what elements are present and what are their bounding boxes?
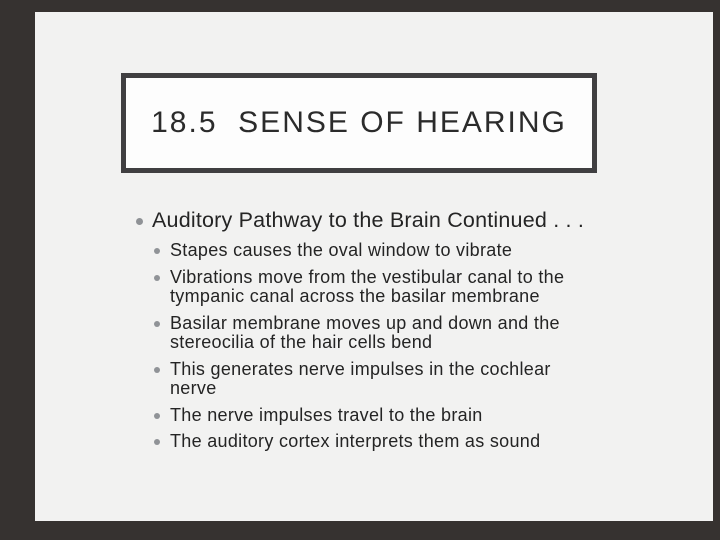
bullet-item-level2 bbox=[154, 360, 610, 399]
bullet-text-level2: Vibrations move from the vestibular canal to the tympanic canal across the basilar membrane bbox=[170, 266, 565, 306]
slide-body bbox=[130, 207, 610, 459]
frame-left-border bbox=[0, 0, 35, 540]
frame-bottom-border bbox=[0, 521, 720, 540]
bullet-item-level2 bbox=[154, 406, 610, 426]
bullet-dot-icon bbox=[154, 248, 160, 254]
bullet-text-level1: Auditory Pathway to the Brain Continued . . . bbox=[152, 208, 585, 232]
bullet-dot-icon bbox=[154, 367, 160, 373]
slide-title-box bbox=[121, 73, 597, 173]
bullet-text-level2: This generates nerve impulses in the cochlear nerve bbox=[170, 358, 551, 398]
bullet-list-level2 bbox=[130, 241, 610, 452]
bullet-item-level2 bbox=[154, 241, 610, 261]
bullet-dot-icon bbox=[154, 413, 160, 419]
frame-top-border bbox=[0, 0, 720, 12]
bullet-item-level2 bbox=[154, 432, 610, 452]
bullet-dot-icon bbox=[154, 439, 160, 445]
bullet-text-level2: The nerve impulses travel to the brain bbox=[170, 404, 483, 425]
bullet-text-level2: Stapes causes the oval window to vibrate bbox=[170, 240, 513, 260]
bullet-item-level2 bbox=[154, 314, 610, 353]
bullet-text-level2: Basilar membrane moves up and down and the stereocilia of the hair cells bend bbox=[170, 312, 560, 352]
bullet-dot-icon bbox=[136, 218, 143, 225]
bullet-item-level2 bbox=[154, 268, 610, 307]
bullet-text-level2: The auditory cortex interprets them as sound bbox=[170, 431, 541, 451]
frame-right-border bbox=[713, 0, 720, 540]
bullet-dot-icon bbox=[154, 321, 160, 327]
bullet-dot-icon bbox=[154, 275, 160, 281]
slide-title: 18.5 SENSE OF HEARING bbox=[151, 106, 567, 139]
bullet-item-level1 bbox=[130, 207, 610, 233]
